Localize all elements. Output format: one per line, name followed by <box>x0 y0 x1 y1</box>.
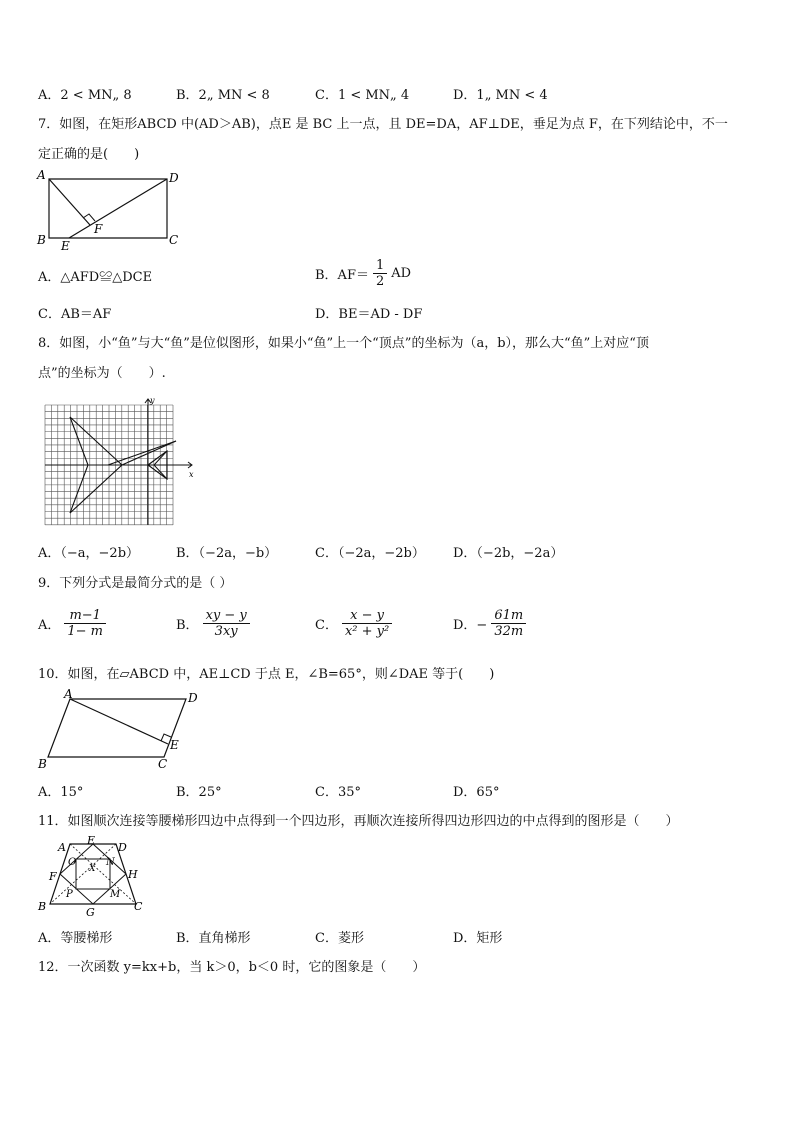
q8-x-label: x <box>189 470 194 479</box>
q10-option-b: B．25° <box>176 785 222 800</box>
q9-option-d <box>453 608 530 639</box>
q8-option-b: B．（−2a，−b） <box>176 546 278 561</box>
q9-option-d-numerator: 61m <box>491 608 526 624</box>
q11-label-h: H <box>128 868 138 881</box>
q7-option-b-fraction <box>373 258 387 289</box>
q11-label-x: X <box>89 864 96 874</box>
q10-label-d: D <box>188 691 198 705</box>
q7-label-f: F <box>94 222 103 236</box>
q8-stem-line2: 点”的坐标为（ ）. <box>38 366 166 381</box>
q8-fish-grid-figure <box>40 395 200 530</box>
q11-option-c: C．菱形 <box>315 931 364 946</box>
q6-option-d: D．1„ MN < 4 <box>453 88 548 103</box>
q9-option-d-denominator: 32m <box>494 624 524 639</box>
q7-label-c: C <box>169 233 179 247</box>
q11-stem: 11．如图顺次连接等腰梯形四边中点得到一个四边形，再顺次连接所得四边形四边的中点得到的图形是（ ） <box>38 814 679 829</box>
q10-option-d: D．65° <box>453 785 500 800</box>
q8-option-d: D．（−2b，−2a） <box>453 546 564 561</box>
q9-option-b-denominator: 3xy <box>214 624 238 639</box>
q9-option-a-denominator: 1− m <box>67 624 104 639</box>
q8-stem <box>38 333 764 385</box>
q7-option-d: D．BE＝AD - DF <box>315 307 423 322</box>
q11-label-e: E <box>87 834 96 847</box>
q7-label-d: D <box>169 171 179 185</box>
q7-option-b-numerator: 1 <box>373 258 387 274</box>
q9-option-c-fraction <box>342 608 392 639</box>
q8-option-c: C．（−2a，−2b） <box>315 546 425 561</box>
q9-option-a-fraction <box>64 608 106 639</box>
q9-option-c-denominator: x² + y² <box>344 624 390 639</box>
q11-label-d: D <box>118 841 127 854</box>
q9-option-a <box>38 608 110 639</box>
q7-option-a: A．△AFD≌△DCE <box>38 270 153 285</box>
q7-option-c: C．AB＝AF <box>38 307 112 322</box>
q7-option-b <box>315 258 411 289</box>
q7-stem-line1: 7．如图，在矩形ABCD 中(AD＞AB)，点E 是 BC 上一点，且 DE=DA，AF⊥DE，垂足为点 F，在下列结论中，不一 <box>38 117 728 132</box>
q11-label-p: P <box>66 889 73 900</box>
q6-option-a: A．2 < MN„ 8 <box>38 88 132 103</box>
q11-trapezoid-figure <box>34 834 154 920</box>
q10-option-c: C．35° <box>315 785 361 800</box>
q11-label-f: F <box>49 870 57 883</box>
q7-label-e: E <box>61 239 70 253</box>
q9-option-d-label: D．− <box>453 618 488 633</box>
q7-option-b-prefix: B．AF＝ <box>315 268 369 283</box>
q10-label-a: A <box>64 688 73 701</box>
q11-label-a: A <box>58 841 66 854</box>
q7-option-b-denominator: 2 <box>375 274 385 289</box>
q9-option-c-numerator: x − y <box>342 608 392 624</box>
q7-rectangle-figure <box>34 168 184 254</box>
q11-label-n: N <box>106 857 115 868</box>
q9-option-a-numerator: m−1 <box>64 608 106 624</box>
q9-option-b-numerator: xy − y <box>203 608 250 624</box>
q6-option-b: B．2„ MN < 8 <box>176 88 270 103</box>
q11-option-d: D．矩形 <box>453 931 503 946</box>
q11-label-b: B <box>38 900 47 913</box>
q7-label-a: A <box>37 168 46 182</box>
q11-label-g: G <box>86 906 95 919</box>
q10-label-b: B <box>38 757 47 771</box>
q7-stem <box>38 114 764 166</box>
q11-label-m: M <box>110 889 121 900</box>
q7-label-b: B <box>37 233 46 247</box>
q11-label-c: C <box>134 900 143 913</box>
q10-label-e: E <box>170 738 179 752</box>
q11-option-a: A．等腰梯形 <box>38 931 113 946</box>
q7-stem-line2: 定正确的是( ) <box>38 147 140 162</box>
q8-y-label: y <box>150 396 155 405</box>
q9-option-c <box>315 608 396 639</box>
q11-option-b: B．直角梯形 <box>176 931 251 946</box>
q9-option-c-label: C． <box>315 618 338 633</box>
q7-option-b-suffix: AD <box>391 266 412 281</box>
q10-stem: 10．如图，在▱ABCD 中，AE⊥CD 于点 E，∠B=65°，则∠DAE 等于( ) <box>38 667 495 682</box>
q9-option-b-label: B． <box>176 618 199 633</box>
q9-stem: 9．下列分式是最简分式的是（ ） <box>38 576 233 591</box>
q8-stem-line1: 8．如图，小“鱼”与大“鱼”是位似图形，如果小“鱼”上一个“顶点”的坐标为（a，b），那么大“鱼”上对应“顶 <box>38 336 649 351</box>
q10-label-c: C <box>158 757 168 771</box>
q10-parallelogram-figure <box>34 688 214 774</box>
q6-option-c: C．1 < MN„ 4 <box>315 88 410 103</box>
q9-option-b <box>176 608 254 639</box>
q9-option-d-fraction <box>491 608 526 639</box>
q11-label-o: O <box>68 857 77 868</box>
q9-option-b-fraction <box>203 608 250 639</box>
q8-option-a: A．（−a，−2b） <box>38 546 140 561</box>
q10-option-a: A．15° <box>38 785 84 800</box>
q12-stem: 12．一次函数 y=kx+b，当 k＞0，b＜0 时，它的图象是（ ） <box>38 960 426 975</box>
q9-option-a-label: A． <box>38 618 61 633</box>
